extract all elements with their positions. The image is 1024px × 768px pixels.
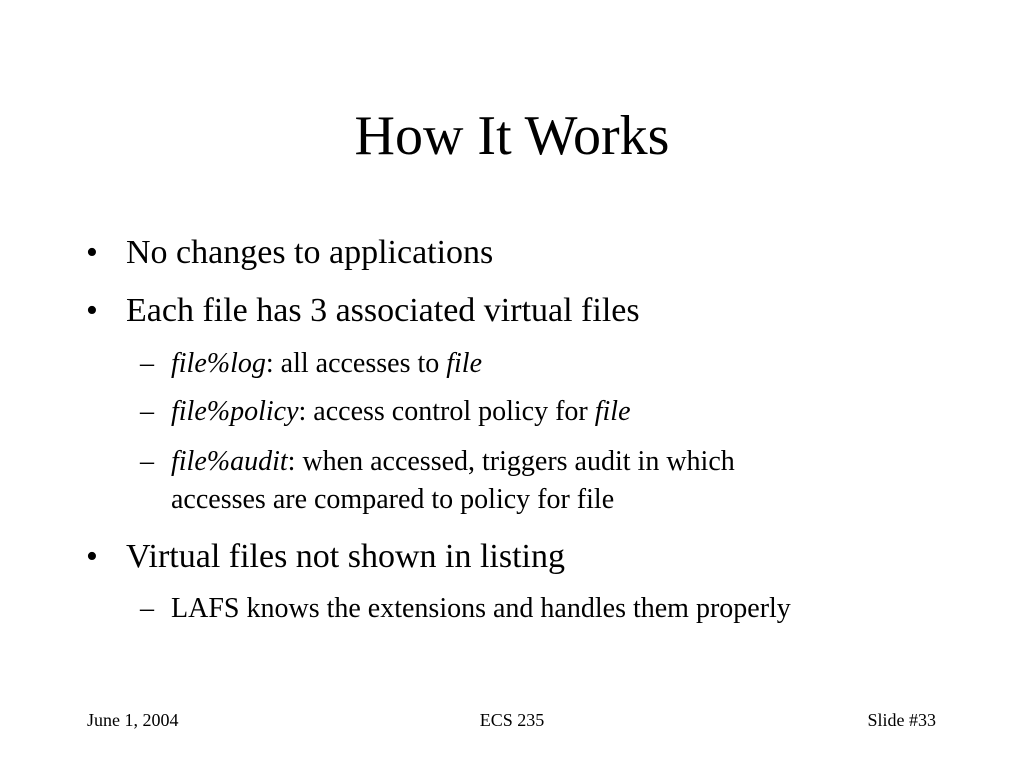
file-term: file bbox=[446, 348, 483, 379]
footer-slide-number: Slide #33 bbox=[867, 710, 936, 730]
sub-bullet-marker: – bbox=[140, 396, 154, 427]
separator: : bbox=[287, 446, 303, 477]
bullet-marker: • bbox=[86, 234, 98, 271]
bullet-text: Virtual files not shown in listing bbox=[126, 538, 565, 575]
description-continued: accesses are compared to policy for file bbox=[171, 484, 615, 515]
slide-title: How It Works bbox=[354, 105, 670, 167]
sub-bullet-marker: – bbox=[140, 593, 154, 624]
separator: : bbox=[298, 396, 314, 427]
footer-course: ECS 235 bbox=[479, 710, 545, 730]
file-policy-term: file%policy bbox=[171, 396, 299, 427]
bullet-marker: • bbox=[86, 292, 98, 329]
file-term: file bbox=[594, 396, 631, 427]
footer-date: June 1, 2004 bbox=[87, 710, 179, 730]
description: access control policy for bbox=[313, 396, 595, 427]
bullet-text: Each file has 3 associated virtual files bbox=[126, 292, 640, 329]
sub-bullet-marker: – bbox=[140, 446, 154, 477]
bullet-marker: • bbox=[86, 538, 98, 575]
sub-bullet-text: LAFS knows the extensions and handles them properly bbox=[171, 593, 791, 624]
sub-bullet-marker: – bbox=[140, 348, 154, 379]
separator: : bbox=[265, 348, 281, 379]
description: all accesses to bbox=[280, 348, 447, 379]
file-audit-term: file%audit bbox=[171, 446, 288, 477]
description: when accessed, triggers audit in which bbox=[302, 446, 735, 477]
sub-bullet-text bbox=[171, 345, 482, 383]
sub-bullet-text bbox=[171, 443, 735, 519]
sub-bullet-text bbox=[171, 393, 631, 431]
bullet-text: No changes to applications bbox=[126, 234, 494, 271]
file-log-term: file%log bbox=[171, 348, 266, 379]
